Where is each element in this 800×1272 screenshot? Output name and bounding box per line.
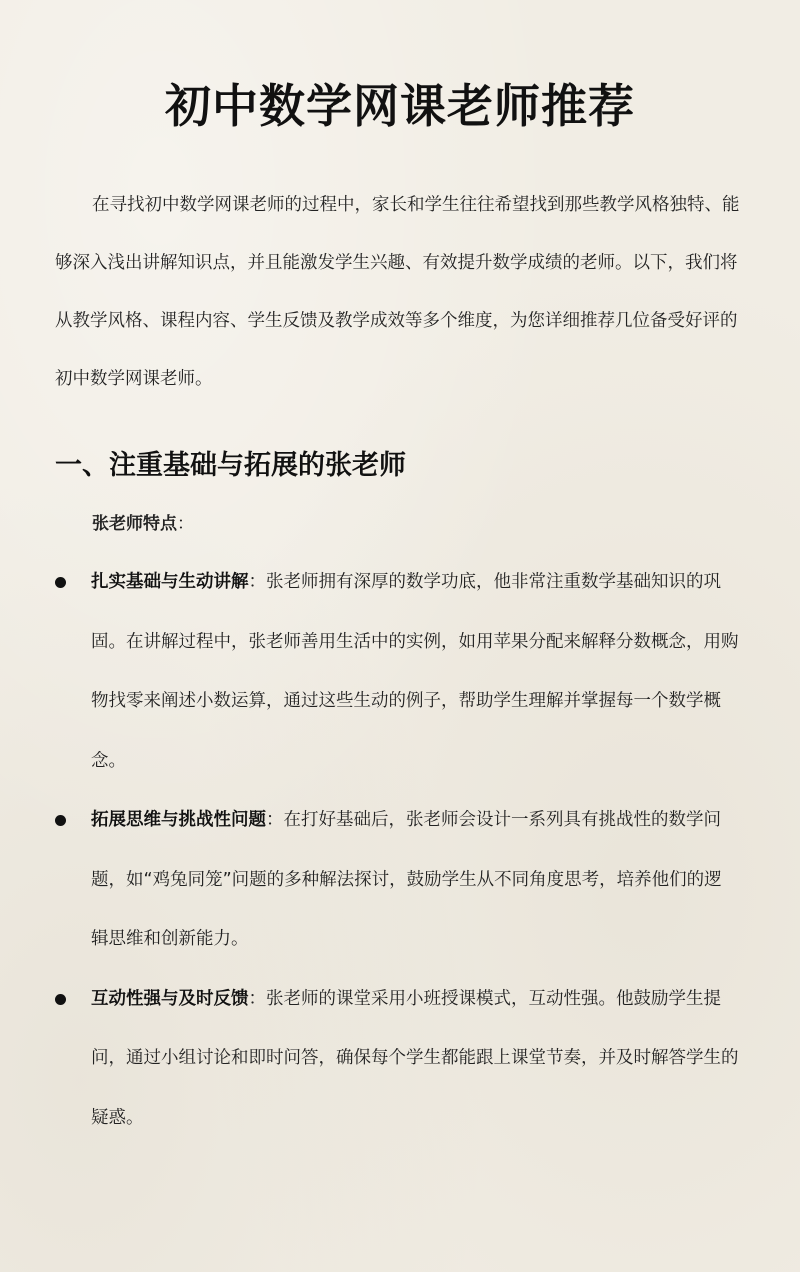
list-item-title: 拓展思维与挑战性问题 [91,810,266,830]
features-label [92,504,194,544]
bullet-icon [55,577,66,588]
features-label-colon: ： [177,514,194,534]
intro-paragraph: 在寻找初中数学网课老师的过程中，家长和学生往往希望找到那些教学风格独特、能够深入浅出讲解知识点，并且能激发学生兴趣、有效提升数学成绩的老师。以下，我们将从教学风格、课程内容、学生反馈及教学成效等多个维度，为您详细推荐几位备受好评的初中数学网课老师。 [55,195,740,389]
list-item [0,553,739,791]
list-item-title: 互动性强与及时反馈 [91,988,249,1009]
list-item-text: ：张老师的课堂采用小班授课模式，互动性强。他鼓励学生提问，通过小组讨论和即时问答，确保每个学生都能跟上课堂节奏，并及时解答学生的疑惑。 [91,988,739,1128]
features-label-text: 张老师特点 [92,514,177,534]
bullet-icon [55,815,66,826]
feature-list [0,553,800,1148]
list-item-text: ：张老师拥有深厚的数学功底，他非常注重数学基础知识的巩固。在讲解过程中，张老师善用生活中的实例，如用苹果分配来解释分数概念，用购物找零来阐述小数运算，通过这些生动的例子，帮助学生理解并掌握每一个数学概念。 [91,572,739,771]
list-item [0,970,739,1149]
list-item-title: 扎实基础与生动讲解 [91,572,249,592]
list-item [0,791,739,970]
list-item-text: ：在打好基础后，张老师会设计一系列具有挑战性的数学问题，如“鸡兔同笼”问题的多种解法探讨，鼓励学生从不同角度思考，培养他们的逻辑思维和创新能力。 [91,810,722,949]
page-title: 初中数学网课老师推荐 [165,79,635,133]
section-heading: 一、注重基础与拓展的张老师 [55,450,406,481]
bullet-icon [55,994,66,1005]
